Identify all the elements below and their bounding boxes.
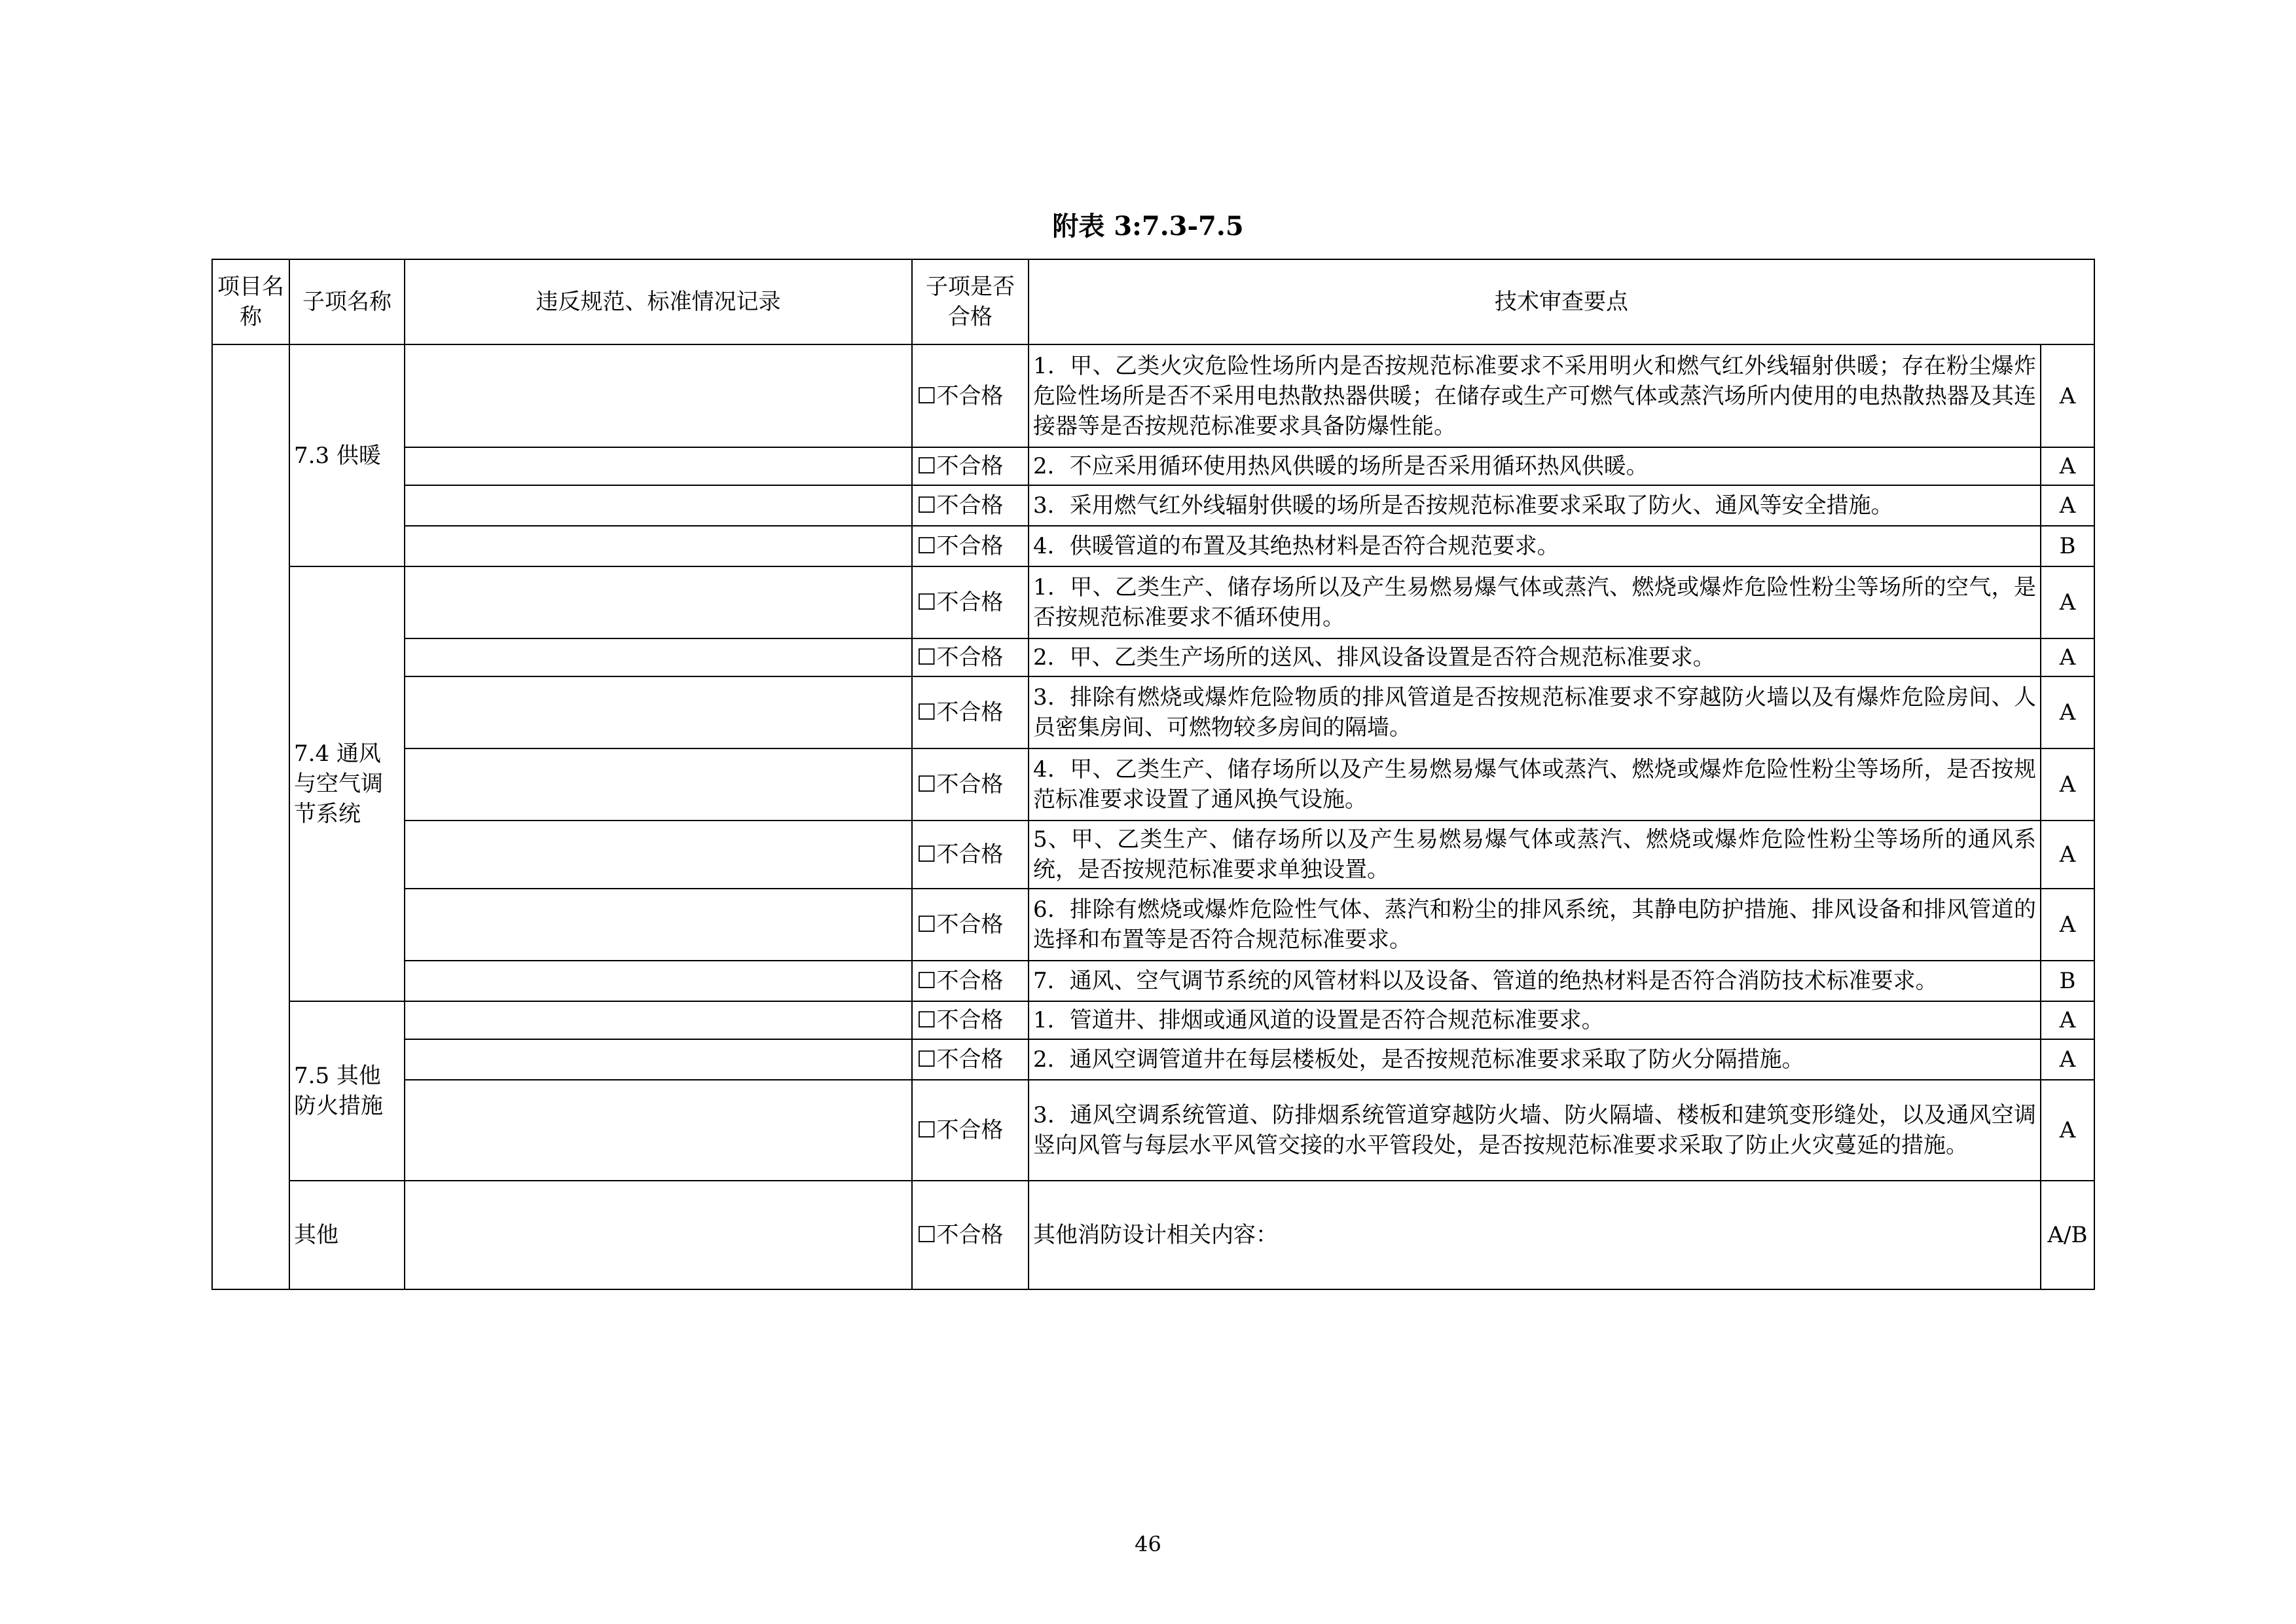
header-is-qualified: 子项是否合格 (912, 259, 1029, 344)
table-row (212, 676, 2094, 748)
violation-record-field[interactable] (405, 676, 912, 748)
grade-cell: A/B (2041, 1181, 2094, 1289)
sub-item-name: 其他 (289, 1181, 405, 1289)
table-row (212, 566, 2094, 638)
grade-cell: A (2041, 1001, 2094, 1039)
fail-checkbox[interactable]: ☐不合格 (912, 1001, 1029, 1039)
grade-cell: A (2041, 447, 2094, 485)
review-point-text: 2．不应采用循环使用热风供暖的场所是否采用循环热风供暖。 (1029, 447, 2041, 485)
review-point-text: 其他消防设计相关内容： (1029, 1181, 2041, 1289)
review-point-text: 2．通风空调管道井在每层楼板处，是否按规范标准要求采取了防火分隔措施。 (1029, 1039, 2041, 1080)
grade-cell: A (2041, 1039, 2094, 1080)
grade-cell: A (2041, 566, 2094, 638)
review-point-text: 5、甲、乙类生产、储存场所以及产生易燃易爆气体或蒸汽、燃烧或爆炸危险性粉尘等场所的通风系统，是否按规范标准要求单独设置。 (1029, 821, 2041, 889)
violation-record-field[interactable] (405, 1001, 912, 1039)
violation-record-field[interactable] (405, 748, 912, 821)
fail-checkbox[interactable]: ☐不合格 (912, 344, 1029, 447)
grade-cell: A (2041, 748, 2094, 821)
grade-cell: A (2041, 889, 2094, 961)
fail-checkbox[interactable]: ☐不合格 (912, 748, 1029, 821)
violation-record-field[interactable] (405, 638, 912, 676)
review-point-text: 1．甲、乙类火灾危险性场所内是否按规范标准要求不采用明火和燃气红外线辐射供暖；存在粉尘爆炸危险性场所是否不采用电热散热器供暖；在储存或生产可燃气体或蒸汽场所内使用的电热散热器及其连接器等是否按规范标准要求具备防爆性能。 (1029, 344, 2041, 447)
review-point-text: 1．甲、乙类生产、储存场所以及产生易燃易爆气体或蒸汽、燃烧或爆炸危险性粉尘等场所的空气，是否按规范标准要求不循环使用。 (1029, 566, 2041, 638)
grade-cell: A (2041, 821, 2094, 889)
grade-cell: B (2041, 526, 2094, 566)
table-row (212, 526, 2094, 566)
fail-checkbox[interactable]: ☐不合格 (912, 566, 1029, 638)
table-row (212, 344, 2094, 447)
header-row (212, 259, 2094, 344)
grade-cell: A (2041, 1080, 2094, 1181)
table-row (212, 889, 2094, 961)
fail-checkbox[interactable]: ☐不合格 (912, 1181, 1029, 1289)
fail-checkbox[interactable]: ☐不合格 (912, 1039, 1029, 1080)
project-name-cell (212, 344, 289, 1289)
fail-checkbox[interactable]: ☐不合格 (912, 485, 1029, 526)
violation-record-field[interactable] (405, 526, 912, 566)
fail-checkbox[interactable]: ☐不合格 (912, 889, 1029, 961)
grade-cell: A (2041, 485, 2094, 526)
grade-cell: A (2041, 676, 2094, 748)
review-point-text: 3．排除有燃烧或爆炸危险物质的排风管道是否按规范标准要求不穿越防火墙以及有爆炸危险房间、人员密集房间、可燃物较多房间的隔墙。 (1029, 676, 2041, 748)
table-row (212, 1039, 2094, 1080)
review-point-text: 7．通风、空气调节系统的风管材料以及设备、管道的绝热材料是否符合消防技术标准要求。 (1029, 961, 2041, 1001)
violation-record-field[interactable] (405, 447, 912, 485)
review-point-text: 3．通风空调系统管道、防排烟系统管道穿越防火墙、防火隔墙、楼板和建筑变形缝处，以及通风空调竖向风管与每层水平风管交接的水平管段处，是否按规范标准要求采取了防止火灾蔓延的措施。 (1029, 1080, 2041, 1181)
header-review-points: 技术审查要点 (1029, 259, 2094, 344)
table-row (212, 485, 2094, 526)
review-point-text: 4．供暖管道的布置及其绝热材料是否符合规范要求。 (1029, 526, 2041, 566)
review-point-text: 3．采用燃气红外线辐射供暖的场所是否按规范标准要求采取了防火、通风等安全措施。 (1029, 485, 2041, 526)
violation-record-field[interactable] (405, 821, 912, 889)
header-violation-record: 违反规范、标准情况记录 (405, 259, 912, 344)
violation-record-field[interactable] (405, 485, 912, 526)
violation-record-field[interactable] (405, 889, 912, 961)
header-sub-item-name: 子项名称 (289, 259, 405, 344)
violation-record-field[interactable] (405, 1181, 912, 1289)
table-row (212, 638, 2094, 676)
table-title: 附表 3:7.3-7.5 (1052, 211, 1244, 242)
page-number: 46 (1135, 1532, 1161, 1557)
fail-checkbox[interactable]: ☐不合格 (912, 961, 1029, 1001)
table-row (212, 748, 2094, 821)
table-row (212, 821, 2094, 889)
sub-item-name: 7.4 通风与空气调节系统 (289, 566, 405, 1001)
fail-checkbox[interactable]: ☐不合格 (912, 676, 1029, 748)
sub-item-name: 7.3 供暖 (289, 344, 405, 566)
review-point-text: 6．排除有燃烧或爆炸危险性气体、蒸汽和粉尘的排风系统，其静电防护措施、排风设备和排风管道的选择和布置等是否符合规范标准要求。 (1029, 889, 2041, 961)
table-row (212, 1001, 2094, 1039)
table-row (212, 447, 2094, 485)
table-row (212, 1080, 2094, 1181)
grade-cell: B (2041, 961, 2094, 1001)
grade-cell: A (2041, 344, 2094, 447)
review-point-text: 4．甲、乙类生产、储存场所以及产生易燃易爆气体或蒸汽、燃烧或爆炸危险性粉尘等场所，是否按规范标准要求设置了通风换气设施。 (1029, 748, 2041, 821)
grade-cell: A (2041, 638, 2094, 676)
fail-checkbox[interactable]: ☐不合格 (912, 526, 1029, 566)
sub-item-name: 7.5 其他防火措施 (289, 1001, 405, 1181)
table-row (212, 961, 2094, 1001)
violation-record-field[interactable] (405, 961, 912, 1001)
violation-record-field[interactable] (405, 566, 912, 638)
header-project-name: 项目名称 (212, 259, 289, 344)
table-row (212, 1181, 2094, 1289)
fail-checkbox[interactable]: ☐不合格 (912, 1080, 1029, 1181)
violation-record-field[interactable] (405, 1039, 912, 1080)
review-table (211, 259, 2095, 1290)
fail-checkbox[interactable]: ☐不合格 (912, 638, 1029, 676)
violation-record-field[interactable] (405, 344, 912, 447)
fail-checkbox[interactable]: ☐不合格 (912, 821, 1029, 889)
fail-checkbox[interactable]: ☐不合格 (912, 447, 1029, 485)
review-point-text: 2．甲、乙类生产场所的送风、排风设备设置是否符合规范标准要求。 (1029, 638, 2041, 676)
review-point-text: 1．管道井、排烟或通风道的设置是否符合规范标准要求。 (1029, 1001, 2041, 1039)
violation-record-field[interactable] (405, 1080, 912, 1181)
